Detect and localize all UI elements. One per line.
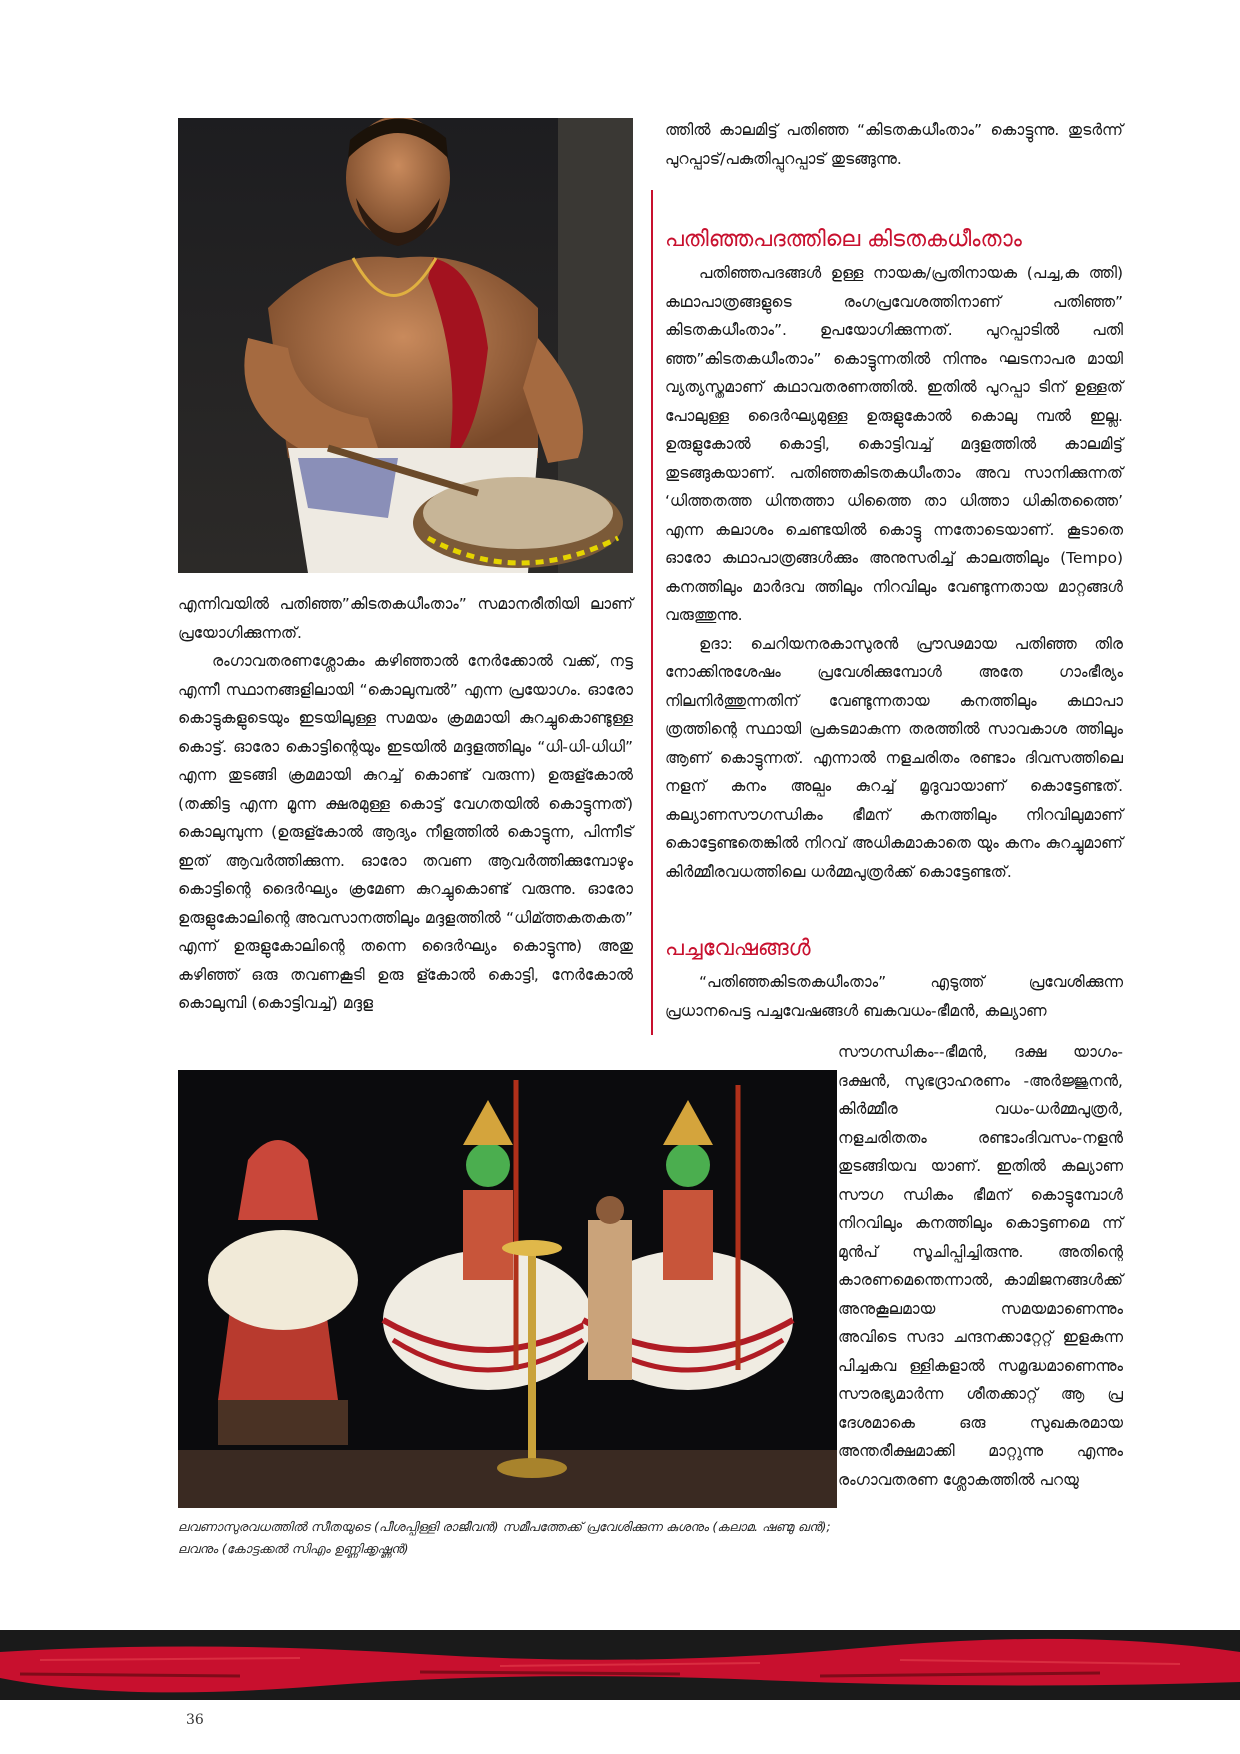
subheading-pacha-veshangal: പച്ചവേഷങ്ങൾ [665,936,811,961]
kathakali-stage-photo [178,1070,837,1508]
right-paragraph-1: ത്തിൽ കാലമിട്ട് പതിഞ്ഞ “കിടതകധീംതാം” കൊട്ടുന്നു. തുടർന്ന് പുറപ്പാട്/പകുതിപ്പുറപ്പാട് തുടങ്ങുന്നു. [665,121,1123,168]
left-paragraph-1: എന്നിവയിൽ പതിഞ്ഞ”കിടതകധീംതാം” സമാനരീതിയി ലാണ് പ്രയോഗിക്കുന്നത്. [178,595,633,642]
drummer-photo [178,118,633,573]
photo-caption: ലവണാസുരവധത്തിൽ സീതയുടെ (പീശപ്പിള്ളി രാജീവൻ) സമീപത്തേക്ക് പ്രവേശിക്കുന്ന കുശനും (കലാമ. ഷണ്മു ഖൻ); ലവനും (കോട്ടക്കൽ സിഎം ഉണ്ണിക്കൃഷ്ണൻ) [178,1519,831,1556]
left-column [178,590,633,1018]
left-paragraph-2: രംഗാവതരണശ്ലോകം കഴിഞ്ഞാൽ നേർക്കോൽ വക്ക്, നട്ട എന്നീ സ്ഥാനങ്ങളിലായി “കൊലുമ്പൽ” എന്ന പ്രയോഗം. ഓരോ കൊട്ടുകളുടെയും ഇടയിലുള്ള സമയം ക്രമമായി കുറച്ചുകൊണ്ടുള്ള കൊട്ട്. ഓരോ കൊട്ടിന്റെയും ഇടയിൽ മദ്ദളത്തിലും “ധി-ധി-ധിധി” എന്ന തുടങ്ങി ക്രമമായി കുറച്ച് കൊണ്ട് വരുന്ന) ഉരുള്കോൽ (തക്കിട്ട എന്ന മൂന്ന ക്ഷരമുള്ള കൊട്ട് വേഗതയിൽ കൊട്ടുന്നത്) കൊലുമ്പുന്ന (ഉരുള്കോൽ ആദ്യം നീളത്തിൽ കൊട്ടുന്ന, പിന്നീട് ഇത് ആവർത്തിക്കുന്ന. ഓരോ തവണ ആവർത്തിക്കുമ്പോഴും കൊട്ടിന്റെ ദൈർഘ്യം ക്രമേണ കുറച്ചുകൊണ്ട് വരുന്നു. ഓരോ ഉരുളുകോലിന്റെ അവസാനത്തിലും മദ്ദളത്തിൽ “ധിമ്ത്തകതകത” എന്ന് ഉരുളുകോലിന്റെ തന്നെ ദൈർഘ്യം കൊട്ടുന്നു) അതു കഴിഞ്ഞ് ഒരു തവണകൂടി ഉരു ള്കോൽ കൊട്ടി, നേർകോൽ കൊലുമ്പി (കൊട്ടിവച്ച്) മദ്ദള [178,652,633,1012]
column-divider [651,190,653,1035]
footer-brush-band [0,1630,1240,1700]
right-column-continued [838,1038,1123,1494]
right-paragraph-2: പതിഞ്ഞപദങ്ങൾ ഉള്ള നായക/പ്രതിനായക (പച്ച,ക ത്തി) കഥാപാത്രങ്ങളുടെ രംഗപ്രവേശത്തിനാണ് പതിഞ്ഞ” കിടതകധീംതാം”. ഉപയോഗിക്കുന്നത്. പുറപ്പാടിൽ പതി ഞ്ഞ”കിടതകധീംതാം” കൊട്ടുന്നതിൽ നിന്നും ഘടനാപര മായി വ്യത്യസ്തമാണ് കഥാവതരണത്തിൽ. ഇതിൽ പുറപ്പാ ടിന് ഉള്ളത് പോലുള്ള ദൈർഘ്യമുള്ള ഉരുളുകോൽ കൊലു മ്പൽ ഇല്ല. ഉരുളുകോൽ കൊട്ടി, കൊട്ടിവച്ച് മദ്ദളത്തിൽ കാലമിട്ട് തുടങ്ങുകയാണ്. പതിഞ്ഞകിടതകധീംതാം അവ സാനിക്കുന്നത് ‘ധിത്തതത്ത ധിന്തത്താ ധിത്തൈ താ ധിത്താ ധികിതത്തൈ’ എന്ന കലാശം ചെണ്ടയിൽ കൊട്ടു ന്നതോടെയാണ്. കൂടാതെ ഓരോ കഥാപാത്രങ്ങൾക്കും അനുസരിച്ച് കാലത്തിലും (Tempo) കനത്തിലും മാർദവ ത്തിലും നിറവിലും വേണ്ടുന്നതായ മാറ്റങ്ങൾ വരുത്തുന്നു. [665,264,1123,624]
page-number: 36 [186,1712,204,1728]
subheading-pathinja-padam: പതിഞ്ഞപദത്തിലെ കിടതകധീംതാം [665,227,1022,252]
right-column [665,116,1123,1025]
right-paragraph-3: ഉദാ: ചെറിയനരകാസുരൻ പ്രൗഢമായ പതിഞ്ഞ തിര നോക്കിനുശേഷം പ്രവേശിക്കുമ്പോൾ അതേ ഗാംഭീര്യം നിലനിർത്തുന്നതിന് വേണ്ടുന്നതായ കനത്തിലും കഥാപാ ത്രത്തിന്റെ സ്ഥായി പ്രകടമാകുന്ന തരത്തിൽ സാവകാശ ത്തിലും ആണ് കൊട്ടുന്നത്. എന്നാൽ നളചരിതം രണ്ടാം ദിവസത്തിലെ നളന് കനം അല്പം കുറച്ച് മൃദുവായാണ് കൊട്ടേണ്ടത്. കല്യാണസൗഗന്ധികം ഭീമന് കനത്തിലും നിറവിലുമാണ് കൊട്ടേണ്ടതെങ്കിൽ നിറവ് അധികമാകാതെ യും കനം കുറച്ചുമാണ് കിർമ്മീരവധത്തിലെ ധർമ്മപുത്രർക്ക് കൊട്ടേണ്ടത്. [665,634,1123,881]
right-paragraph-4: “പതിഞ്ഞകിടതകധീംതാം” എടുത്ത് പ്രവേശിക്കുന്ന പ്രധാനപെട്ട പച്ചവേഷങ്ങൾ ബകവധം-ഭീമൻ, കല്യാണ [665,973,1123,1020]
right-paragraph-5: സൗഗന്ധികം--ഭീമൻ, ദക്ഷ യാഗം-ദക്ഷൻ, സുഭദ്രാഹരണം -അർജ്ജുനൻ, കിർമ്മീര വധം-ധർമ്മപുത്രർ, നളചരിതതം രണ്ടാംദിവസം-നളൻ തുടങ്ങിയവ യാണ്. ഇതിൽ കല്യാണ സൗഗ ന്ധികം ഭീമന് കൊട്ടുമ്പോൾ നിറവിലും കനത്തിലും കൊട്ടണമെ ന്ന് മുൻപ് സൂചിപ്പിച്ചിരുന്നു. അതിന്റെ കാരണമെന്തെന്നാൽ, കാമിജനങ്ങൾക്ക് അനുകൂലമായ സമയമാണെന്നും അവിടെ സദാ ചന്ദനക്കാറ്റേറ്റ് ഇളകുന്ന പിച്ചകവ ള്ളികളാൽ സമൃദ്ധമാണെന്നും സൗരഭ്യമാർന്ന ശീതക്കാറ്റ് ആ പ്ര ദേശമാകെ ഒരു സുഖകരമായ അന്തരീക്ഷമാക്കി മാറ്റുന്നു എന്നും രംഗാവതരണ ശ്ലോകത്തിൽ പറയു [838,1043,1123,1489]
